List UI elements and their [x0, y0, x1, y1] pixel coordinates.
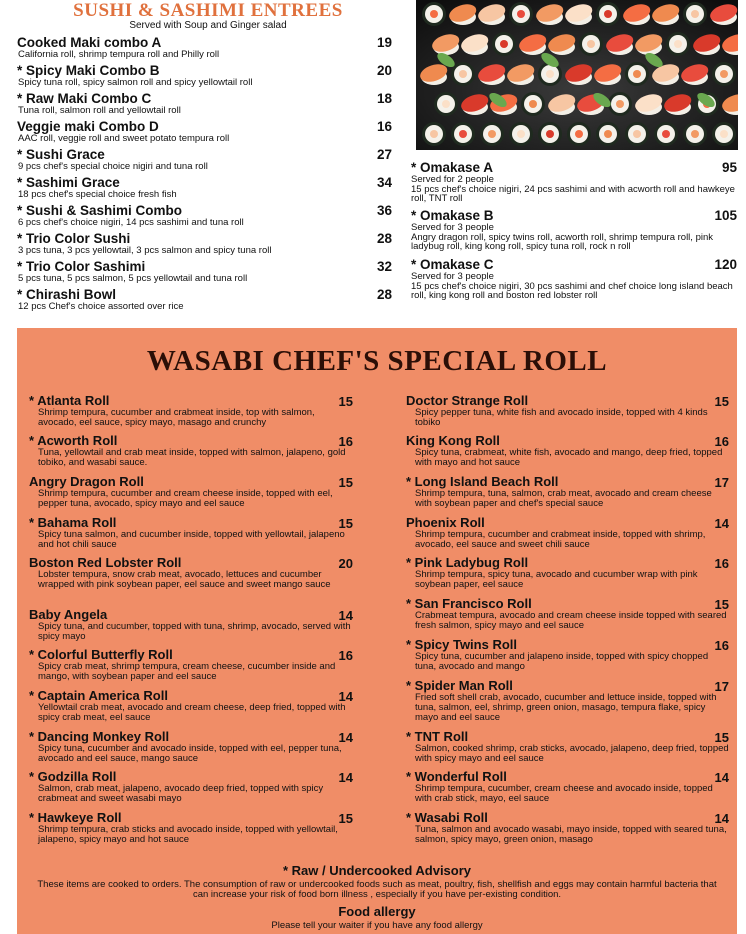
roll-price: 14 [714, 516, 729, 531]
roll-name: Phoenix Roll [406, 515, 485, 530]
roll-item [29, 434, 353, 468]
entree-desc: 18 pcs chef's special choice fresh fish [18, 189, 177, 200]
entree-name: * Spicy Maki Combo B [17, 63, 160, 78]
maki-roll-piece [422, 122, 446, 146]
roll-item [29, 556, 353, 590]
roll-item [29, 608, 353, 642]
roll-item [406, 730, 729, 764]
roll-desc: Spicy tuna, crabmeat, white fish, avocado and mango, deep fried, topped with mayo and hot sauce [415, 447, 723, 468]
entree-price: 19 [376, 35, 392, 50]
entree-name: * Sashimi Grace [17, 175, 120, 190]
entree-item [17, 287, 392, 312]
roll-desc: Shrimp tempura, cucumber and crabmeat inside, topped with shrimp, avocado, eel sauce and sweet chili sauce [415, 529, 706, 550]
entree-name: Cooked Maki combo A [17, 35, 162, 50]
roll-price: 16 [714, 434, 729, 449]
roll-desc: Shrimp tempura, cucumber, cream cheese and avocado inside, topped with crab stick, mayo, eel sauce [415, 783, 713, 804]
entree-price: 34 [376, 175, 392, 190]
entree-price: 27 [376, 147, 392, 162]
sushi-platter-photo [416, 0, 738, 150]
roll-price: 16 [338, 434, 353, 449]
maki-roll-piece [666, 32, 690, 56]
roll-desc: Shrimp tempura, cucumber and crabmeat inside, top with salmon, avocado, eel sauce, spicy mayo, masago and crunchy [38, 407, 315, 428]
roll-desc: Lobster tempura, snow crab meat, avocado, lettuces and cucumber wrapped with pink soybean paper, eel sauce and sweet mango sauce [38, 569, 331, 590]
omakase-name: * Omakase A [411, 160, 494, 175]
maki-roll-piece [683, 122, 707, 146]
maki-roll-piece [451, 62, 475, 86]
entree-name: * Sushi & Sashimi Combo [17, 203, 183, 218]
entree-item [17, 35, 392, 60]
omakase-desc: Served for 3 people Angry dragon roll, spicy twins roll, acworth roll, shrimp tempura roll, pink ladybug roll, king kong roll, spicy tuna roll, rock n roll [411, 222, 713, 252]
maki-roll-piece [683, 2, 707, 26]
roll-price: 20 [338, 556, 353, 571]
roll-item [406, 811, 729, 845]
roll-desc: Spicy tuna, cucumber and avocado inside, topped with eel, pepper tuna, avocado and eel sauce, mango sauce [38, 743, 342, 764]
omakase-name: * Omakase B [411, 208, 494, 223]
roll-name: * Hawkeye Roll [29, 810, 122, 825]
roll-price: 16 [714, 638, 729, 653]
maki-roll-piece [509, 122, 533, 146]
roll-price: 14 [338, 689, 353, 704]
maki-roll-piece [480, 122, 504, 146]
roll-name: * Acworth Roll [29, 433, 118, 448]
omakase-desc: Served for 3 people 15 pcs chef's choice nigiri, 30 pcs sashimi and chef choice long island beach roll, king kong roll and boston red lobster roll [411, 271, 733, 301]
omakase-item [411, 208, 737, 252]
entree-price: 32 [376, 259, 392, 274]
entree-desc: Spicy tuna roll, spicy salmon roll and spicy yellowtail roll [18, 77, 253, 88]
maki-roll-piece [596, 122, 620, 146]
maki-roll-piece [625, 62, 649, 86]
roll-name: * Dancing Monkey Roll [29, 729, 170, 744]
omakase-item [411, 257, 737, 301]
maki-roll-piece [538, 122, 562, 146]
roll-item [29, 811, 353, 845]
roll-desc: Yellowtail crab meat, avocado and cream cheese, deep fried, topped with spicy crab meat, eel sauce [38, 702, 346, 723]
roll-desc: Shrimp tempura, spicy tuna, avocado and cucumber wrap with pink soybean paper, eel sauce [415, 569, 698, 590]
roll-item [406, 770, 729, 804]
roll-name: Boston Red Lobster Roll [29, 555, 182, 570]
roll-price: 17 [714, 679, 729, 694]
roll-desc: Spicy crab meat, shrimp tempura, cream cheese, cucumber inside and mango, with soybean paper and eel sauce [38, 661, 336, 682]
roll-item [406, 394, 729, 428]
omakase-name: * Omakase C [411, 257, 494, 272]
entrees-subtitle: Served with Soup and Ginger salad [129, 20, 287, 31]
omakase-price: 95 [721, 160, 737, 175]
roll-price: 16 [338, 648, 353, 663]
roll-desc: Spicy tuna, and cucumber, topped with tuna, shrimp, avocado, served with spicy mayo [38, 621, 351, 642]
roll-name: * Atlanta Roll [29, 393, 110, 408]
roll-item [29, 689, 353, 723]
entree-price: 20 [376, 63, 392, 78]
roll-price: 15 [338, 394, 353, 409]
advisory-text: These items are cooked to orders. The consumption of raw or undercooked foods such as meat, poultry, fish, shellfish and eggs may contain harmful bacteria that can increase your risk of food born illness , especially if you have per-existing condition. [37, 879, 717, 900]
maki-roll-piece [422, 2, 446, 26]
roll-price: 17 [714, 475, 729, 490]
roll-price: 15 [338, 811, 353, 826]
entrees-section [0, 0, 746, 325]
roll-price: 14 [338, 730, 353, 745]
roll-price: 14 [714, 770, 729, 785]
roll-name: * Captain America Roll [29, 688, 168, 703]
special-rolls-title: WASABI CHEF'S SPECIAL ROLL [146, 345, 608, 377]
roll-name: * Wasabi Roll [406, 810, 488, 825]
roll-item [406, 597, 729, 631]
roll-price: 16 [714, 556, 729, 571]
entree-desc: AAC roll, veggie roll and sweet potato tempura roll [18, 133, 230, 144]
roll-name: * San Francisco Roll [406, 596, 532, 611]
omakase-price: 120 [714, 257, 737, 272]
entree-item [17, 91, 392, 116]
roll-desc: Crabmeat tempura, avocado and cream cheese inside topped with seared fresh salmon, spicy mayo and eel sauce [415, 610, 727, 631]
maki-roll-piece [625, 122, 649, 146]
entree-item [17, 259, 392, 284]
entree-price: 18 [376, 91, 392, 106]
roll-name: Doctor Strange Roll [406, 393, 529, 408]
roll-price: 14 [338, 770, 353, 785]
roll-price: 14 [338, 608, 353, 623]
roll-name: * Bahama Roll [29, 515, 117, 530]
omakase-desc: Served for 2 people 15 pcs chef's choice nigiri, 24 pcs sashimi and with acworth roll and hawkeye roll, TNT roll [411, 174, 735, 204]
roll-desc: Fried soft shell crab, avocado, cucumber and lettuce inside, topped with tuna, salmon, eel, shrimp, green onion, masago, tempura flake, spicy mayo and eel sauce [415, 692, 717, 723]
roll-desc: Spicy pepper tuna, white fish and avocado inside, topped with 4 kinds tobiko [415, 407, 708, 428]
roll-desc: Shrimp tempura, tuna, salmon, crab meat, avocado and cream cheese with soybean paper and chef's special sauce [415, 488, 712, 509]
roll-desc: Tuna, yellowtail and crab meat inside, topped with salmon, jalapeno, gold tobiko, and wasabi sauce. [38, 447, 346, 468]
roll-desc: Tuna, salmon and avocado wasabi, mayo inside, topped with seared tuna, salmon, spicy mayo, green onion, masago [415, 824, 727, 845]
entree-name: * Chirashi Bowl [17, 287, 117, 302]
roll-desc: Spicy tuna, cucumber and jalapeno inside, topped with spicy chopped tuna, avocado and mango [415, 651, 709, 672]
entree-item [17, 119, 392, 144]
roll-name: Angry Dragon Roll [29, 474, 144, 489]
entree-desc: 9 pcs chef's special choice nigiri and tuna roll [18, 161, 208, 172]
food-allergy-title: Food allergy [338, 904, 416, 919]
roll-name: * Wonderful Roll [406, 769, 507, 784]
roll-name: * Godzilla Roll [29, 769, 117, 784]
roll-item [406, 434, 729, 468]
roll-item [406, 516, 729, 550]
roll-name: King Kong Roll [406, 433, 500, 448]
roll-price: 15 [714, 394, 729, 409]
roll-name: * TNT Roll [406, 729, 469, 744]
entree-price: 36 [376, 203, 392, 218]
omakase-item [411, 160, 737, 204]
maki-roll-piece [492, 32, 516, 56]
roll-item [29, 516, 353, 550]
maki-roll-piece [434, 92, 458, 116]
entree-desc: Tuna roll, salmon roll and yellowtail roll [18, 105, 181, 116]
maki-roll-piece [596, 2, 620, 26]
roll-name: Baby Angela [29, 607, 108, 622]
roll-desc: Salmon, crab meat, jalapeno, avocado deep fried, topped with spicy crabmeat and sweet wasabi mayo [38, 783, 324, 804]
roll-price: 15 [714, 597, 729, 612]
maki-roll-piece [509, 2, 533, 26]
maki-roll-piece [712, 122, 736, 146]
roll-desc: Spicy tuna salmon, and cucumber inside, topped with yellowtail, jalapeno and hot chili sauce [38, 529, 345, 550]
roll-desc: Shrimp tempura, crab sticks and avocado inside, topped with yellowtail, jalapeno, spicy mayo and hot sauce [38, 824, 338, 845]
entree-price: 28 [376, 287, 392, 302]
entree-name: * Sushi Grace [17, 147, 105, 162]
entree-desc: 6 pcs chef's choice nigiri, 14 pcs sashimi and tuna roll [18, 217, 244, 228]
entree-item [17, 203, 392, 228]
omakase-price: 105 [714, 208, 737, 223]
roll-item [29, 394, 353, 428]
special-rolls-section [17, 328, 737, 934]
entree-item [17, 63, 392, 88]
food-allergy-text: Please tell your waiter if you have any food allergy [271, 920, 483, 931]
roll-desc: Salmon, cooked shrimp, crab sticks, avocado, jalapeno, deep fried, topped with spicy mayo and eel sauce [415, 743, 729, 764]
maki-roll-piece [451, 122, 475, 146]
roll-name: * Spicy Twins Roll [406, 637, 518, 652]
roll-price: 14 [714, 811, 729, 826]
maki-roll-piece [712, 62, 736, 86]
advisory-title: * Raw / Undercooked Advisory [282, 863, 472, 878]
roll-name: * Colorful Butterfly Roll [29, 647, 173, 662]
roll-item [406, 556, 729, 590]
sushi-platter-illustration [416, 0, 738, 150]
entree-desc: 12 pcs Chef's choice assorted over rice [18, 301, 184, 312]
roll-desc: Shrimp tempura, cucumber and cream cheese inside, topped with eel, pepper tuna, avocado, spicy mayo and eel sauce [38, 488, 333, 509]
roll-name: * Pink Ladybug Roll [406, 555, 529, 570]
entrees-title: SUSHI & SASHIMI ENTREES [73, 0, 343, 21]
roll-item [29, 770, 353, 804]
entree-name: * Trio Color Sushi [17, 231, 131, 246]
roll-item [406, 638, 729, 672]
entree-name: * Trio Color Sashimi [17, 259, 146, 274]
roll-item [29, 648, 353, 682]
entree-price: 16 [376, 119, 392, 134]
roll-price: 15 [338, 475, 353, 490]
entree-item [17, 231, 392, 256]
maki-roll-piece [521, 92, 545, 116]
maki-roll-piece [654, 122, 678, 146]
roll-item [29, 475, 353, 509]
entree-desc: 5 pcs tuna, 5 pcs salmon, 5 pcs yellowtail and tuna roll [18, 273, 248, 284]
entree-desc: California roll, shrimp tempura roll and Philly roll [18, 49, 220, 60]
roll-item [406, 475, 729, 509]
entree-item [17, 147, 392, 172]
entree-name: * Raw Maki Combo C [17, 91, 152, 106]
roll-price: 15 [338, 516, 353, 531]
maki-roll-piece [608, 92, 632, 116]
maki-roll-piece [579, 32, 603, 56]
roll-price: 15 [714, 730, 729, 745]
entree-desc: 3 pcs tuna, 3 pcs yellowtail, 3 pcs salmon and spicy tuna roll [18, 245, 272, 256]
entree-item [17, 175, 392, 200]
roll-item [406, 679, 729, 723]
roll-name: * Long Island Beach Roll [406, 474, 559, 489]
maki-roll-piece [567, 122, 591, 146]
entree-price: 28 [376, 231, 392, 246]
entree-name: Veggie maki Combo D [17, 119, 159, 134]
roll-item [29, 730, 353, 764]
roll-name: * Spider Man Roll [406, 678, 513, 693]
